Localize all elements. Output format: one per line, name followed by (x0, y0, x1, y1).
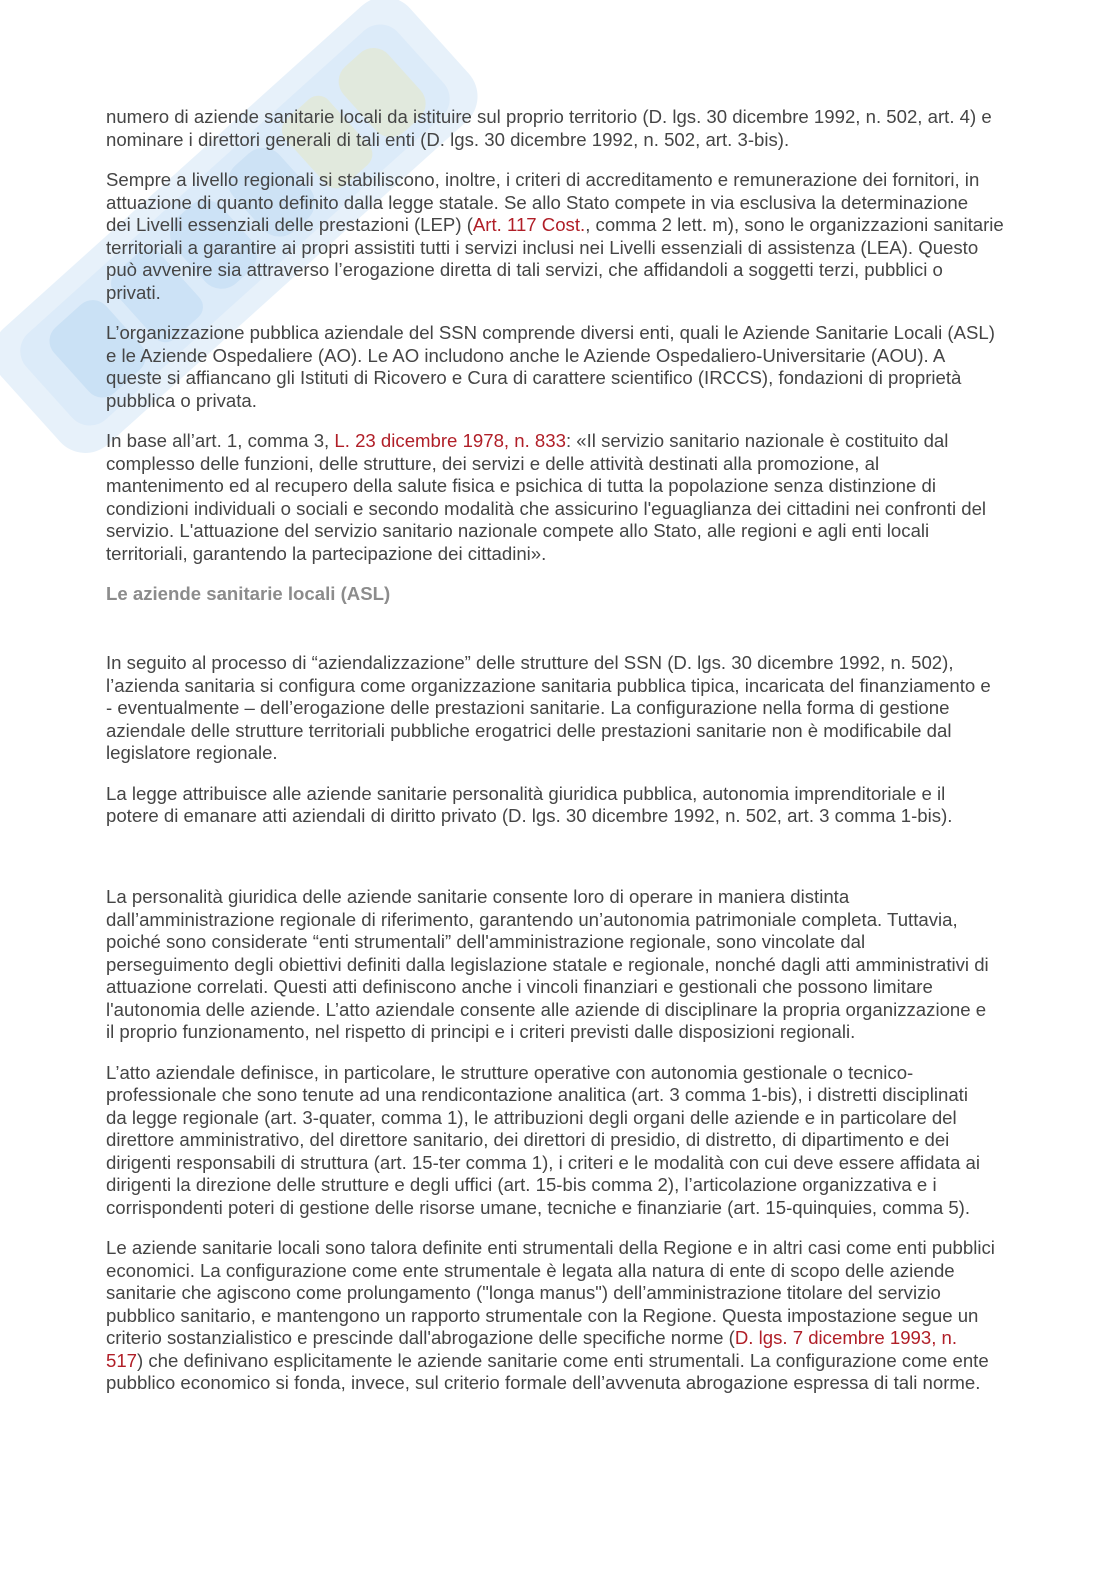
text-line: dall’amministrazione regionale di riferimento, garantendo un’autonomia patrimoniale completa. Tuttavia, (106, 908, 958, 930)
section-heading: Le aziende sanitarie locali (ASL) (106, 583, 391, 604)
text-line: mantenimento ed al recupero della salute fisica e psichica di tutta la popolazione senza distinzione di (106, 475, 936, 496)
document-body (106, 106, 1066, 1413)
text-line: numero di aziende sanitarie locali da istituire sul proprio territorio (D. lgs. 30 dicembre 1992, n. 502, art. 4) e (106, 106, 992, 127)
paragraph-law-833 (106, 430, 1066, 565)
paragraph-enti-strumentali (106, 1237, 1066, 1395)
law-reference-link[interactable]: Art. 117 Cost. (472, 214, 586, 235)
text-line (106, 1350, 1066, 1373)
text-segment: : «Il servizio sanitario nazionale è costituito dal (565, 430, 949, 451)
text-line (106, 430, 1066, 453)
text-line: privati. (106, 281, 161, 303)
law-reference-link[interactable]: 517 (106, 1349, 138, 1371)
text-line: perseguimento degli obiettivi definiti dalla legislazione statale e regionale, nonché dagli atti amministrativi di (106, 953, 989, 975)
text-line: economici. La configurazione come ente strumentale è legata alla natura di ente di scopo delle aziende (106, 1259, 955, 1281)
text-line: corrispondenti poteri di gestione delle risorse umane, tecniche e finanziarie (art. 15-quinquies, comma 5). (106, 1196, 971, 1218)
law-reference-link[interactable]: D. lgs. 7 dicembre 1993, n. (734, 1327, 958, 1348)
text-line: pubblica o privata. (106, 389, 257, 411)
paragraph-legal-personality (106, 783, 1066, 828)
text-line: professionale che sono tenute ad una rendicontazione analitica (art. 3 comma 1-bis), i distretti disciplinati (106, 1084, 968, 1105)
paragraph-aziendalizzazione (106, 652, 1066, 765)
text-line: servizio. L'attuazione del servizio sanitario nazionale compete allo Stato, alle regioni e agli enti locali (106, 520, 930, 541)
text-line: aziendale delle strutture territoriali pubbliche erogatrici delle prestazioni sanitarie non è modificabile dal (106, 719, 952, 741)
text-segment: dei Livelli essenziali delle prestazioni (LEP) ( (106, 214, 473, 235)
text-line: poiché sono considerate “enti strumentali” dell'amministrazione regionale, sono vincolate dal (106, 931, 866, 952)
text-line: condizioni individuali o sociali e secondo modalità che assicurino l'eguaglianza dei cittadini nei confronti del (106, 497, 987, 519)
text-line: - eventualmente – dell’erogazione delle prestazioni sanitarie. La configurazione nella forma di gestione (106, 697, 950, 718)
text-segment: ) che definivano esplicitamente le aziende sanitarie come enti strumentali. La configurazione come ente (137, 1349, 989, 1371)
text-line: l'autonomia delle aziende. L’atto aziendale consente alle aziende di disciplinare la propria organizzazione e (106, 998, 987, 1020)
paragraph-regional-powers (106, 106, 1066, 151)
text-segment: , comma 2 lett. m), sono le organizzazioni sanitarie (585, 214, 1004, 235)
text-line: legislatore regionale. (106, 742, 278, 763)
text-line: territoriali, garantendo la partecipazione dei cittadini». (106, 542, 547, 564)
text-segment: criterio sostanzialistico e prescinde dall'abrogazione delle specifiche norme ( (106, 1327, 735, 1348)
text-line: l’azienda sanitaria si configura come organizzazione sanitaria pubblica tipica, incaricata del finanziamento e (106, 674, 991, 696)
law-reference-link[interactable]: L. 23 dicembre 1978, n. 833 (334, 430, 566, 451)
text-line: da legge regionale (art. 3-quater, comma 1), le attribuzioni degli organi delle aziende e in particolare del (106, 1106, 957, 1128)
text-line: complesso delle funzioni, delle strutture, dei servizi e delle attività destinati alla promozione, al (106, 452, 880, 474)
text-line: La personalità giuridica delle aziende sanitarie consente loro di operare in maniera distinta (106, 886, 850, 907)
text-line (106, 214, 1066, 237)
text-line: attuazione di quanto definito dalla legge statale. Se allo Stato compete in via esclusiva la determinazione (106, 191, 969, 213)
text-line: Sempre a livello regionali si stabiliscono, inoltre, i criteri di accreditamento e remunerazione dei fornitori, in (106, 169, 980, 190)
text-line: La legge attribuisce alle aziende sanitarie personalità giuridica pubblica, autonomia imprenditoriale e il (106, 782, 946, 804)
text-segment: In base all’art. 1, comma 3, (106, 430, 335, 451)
text-line: territoriali a garantire ai propri assistiti tutti i servizi inclusi nei Livelli essenziali di assistenza (LEA). Questo (106, 236, 979, 258)
text-line: sanitarie che agiscono come prolungamento ("longa manus") dell’amministrazione titolare del servizio (106, 1282, 941, 1303)
text-line: nominare i direttori generali di tali enti (D. lgs. 30 dicembre 1992, n. 502, art. 3-bis). (106, 128, 790, 150)
text-line: e le Aziende Ospedaliere (AO). Le AO includono anche le Aziende Ospedaliero-Universitarie (AOU). A (106, 344, 946, 366)
paragraph-accreditation (106, 169, 1066, 304)
text-line: dirigenti la direzione delle strutture e degli uffici (art. 15-bis comma 2), l’articolazione organizzativa e i (106, 1174, 937, 1195)
paragraph-atto-aziendale (106, 1062, 1066, 1220)
paragraph-autonomy (106, 886, 1066, 1044)
text-line: In seguito al processo di “aziendalizzazione” delle strutture del SSN (D. lgs. 30 dicembre 1992, n. 502), (106, 652, 954, 673)
text-line: Le aziende sanitarie locali sono talora definite enti strumentali della Regione e in altri casi come enti pubblici (106, 1237, 995, 1258)
text-line: dirigenti responsabili di struttura (art. 15-ter comma 1), i criteri e le modalità con cui deve essere affidata ai (106, 1151, 980, 1173)
text-line: può avvenire sia attraverso l’erogazione diretta di tali servizi, che affidandoli a soggetti terzi, pubblici o (106, 259, 943, 280)
text-line (106, 1327, 1066, 1350)
text-line: pubblico economico si fonda, invece, sul criterio formale dell’avvenuta abrogazione espressa di tali norme. (106, 1372, 981, 1393)
text-line: L’atto aziendale definisce, in particolare, le strutture operative con autonomia gestionale o tecnico- (106, 1061, 914, 1083)
text-line: attuazione correlati. Questi atti definiscono anche i vincoli finanziari e gestionali che possono limitare (106, 976, 933, 997)
paragraph-ssn-organization (106, 322, 1066, 412)
text-line: il proprio funzionamento, nel rispetto di principi e i criteri previsti dalle disposizioni regionali. (106, 1021, 856, 1042)
text-line: queste si affiancano gli Istituti di Ricovero e Cura di carattere scientifico (IRCCS), fondazioni di proprietà (106, 367, 962, 388)
text-line: potere di emanare atti aziendali di diritto privato (D. lgs. 30 dicembre 1992, n. 502, art. 3 comma 1-bis). (106, 805, 953, 826)
text-line: direttore amministrativo, del direttore sanitario, dei direttori di presidio, di distretto, di dipartimento e dei (106, 1129, 950, 1150)
text-line: L’organizzazione pubblica aziendale del SSN comprende diversi enti, quali le Aziende Sanitarie Locali (ASL) (106, 322, 995, 343)
text-line: pubblico sanitario, e mantengono un rapporto strumentale con la Regione. Questa impostazione segue un (106, 1304, 979, 1326)
